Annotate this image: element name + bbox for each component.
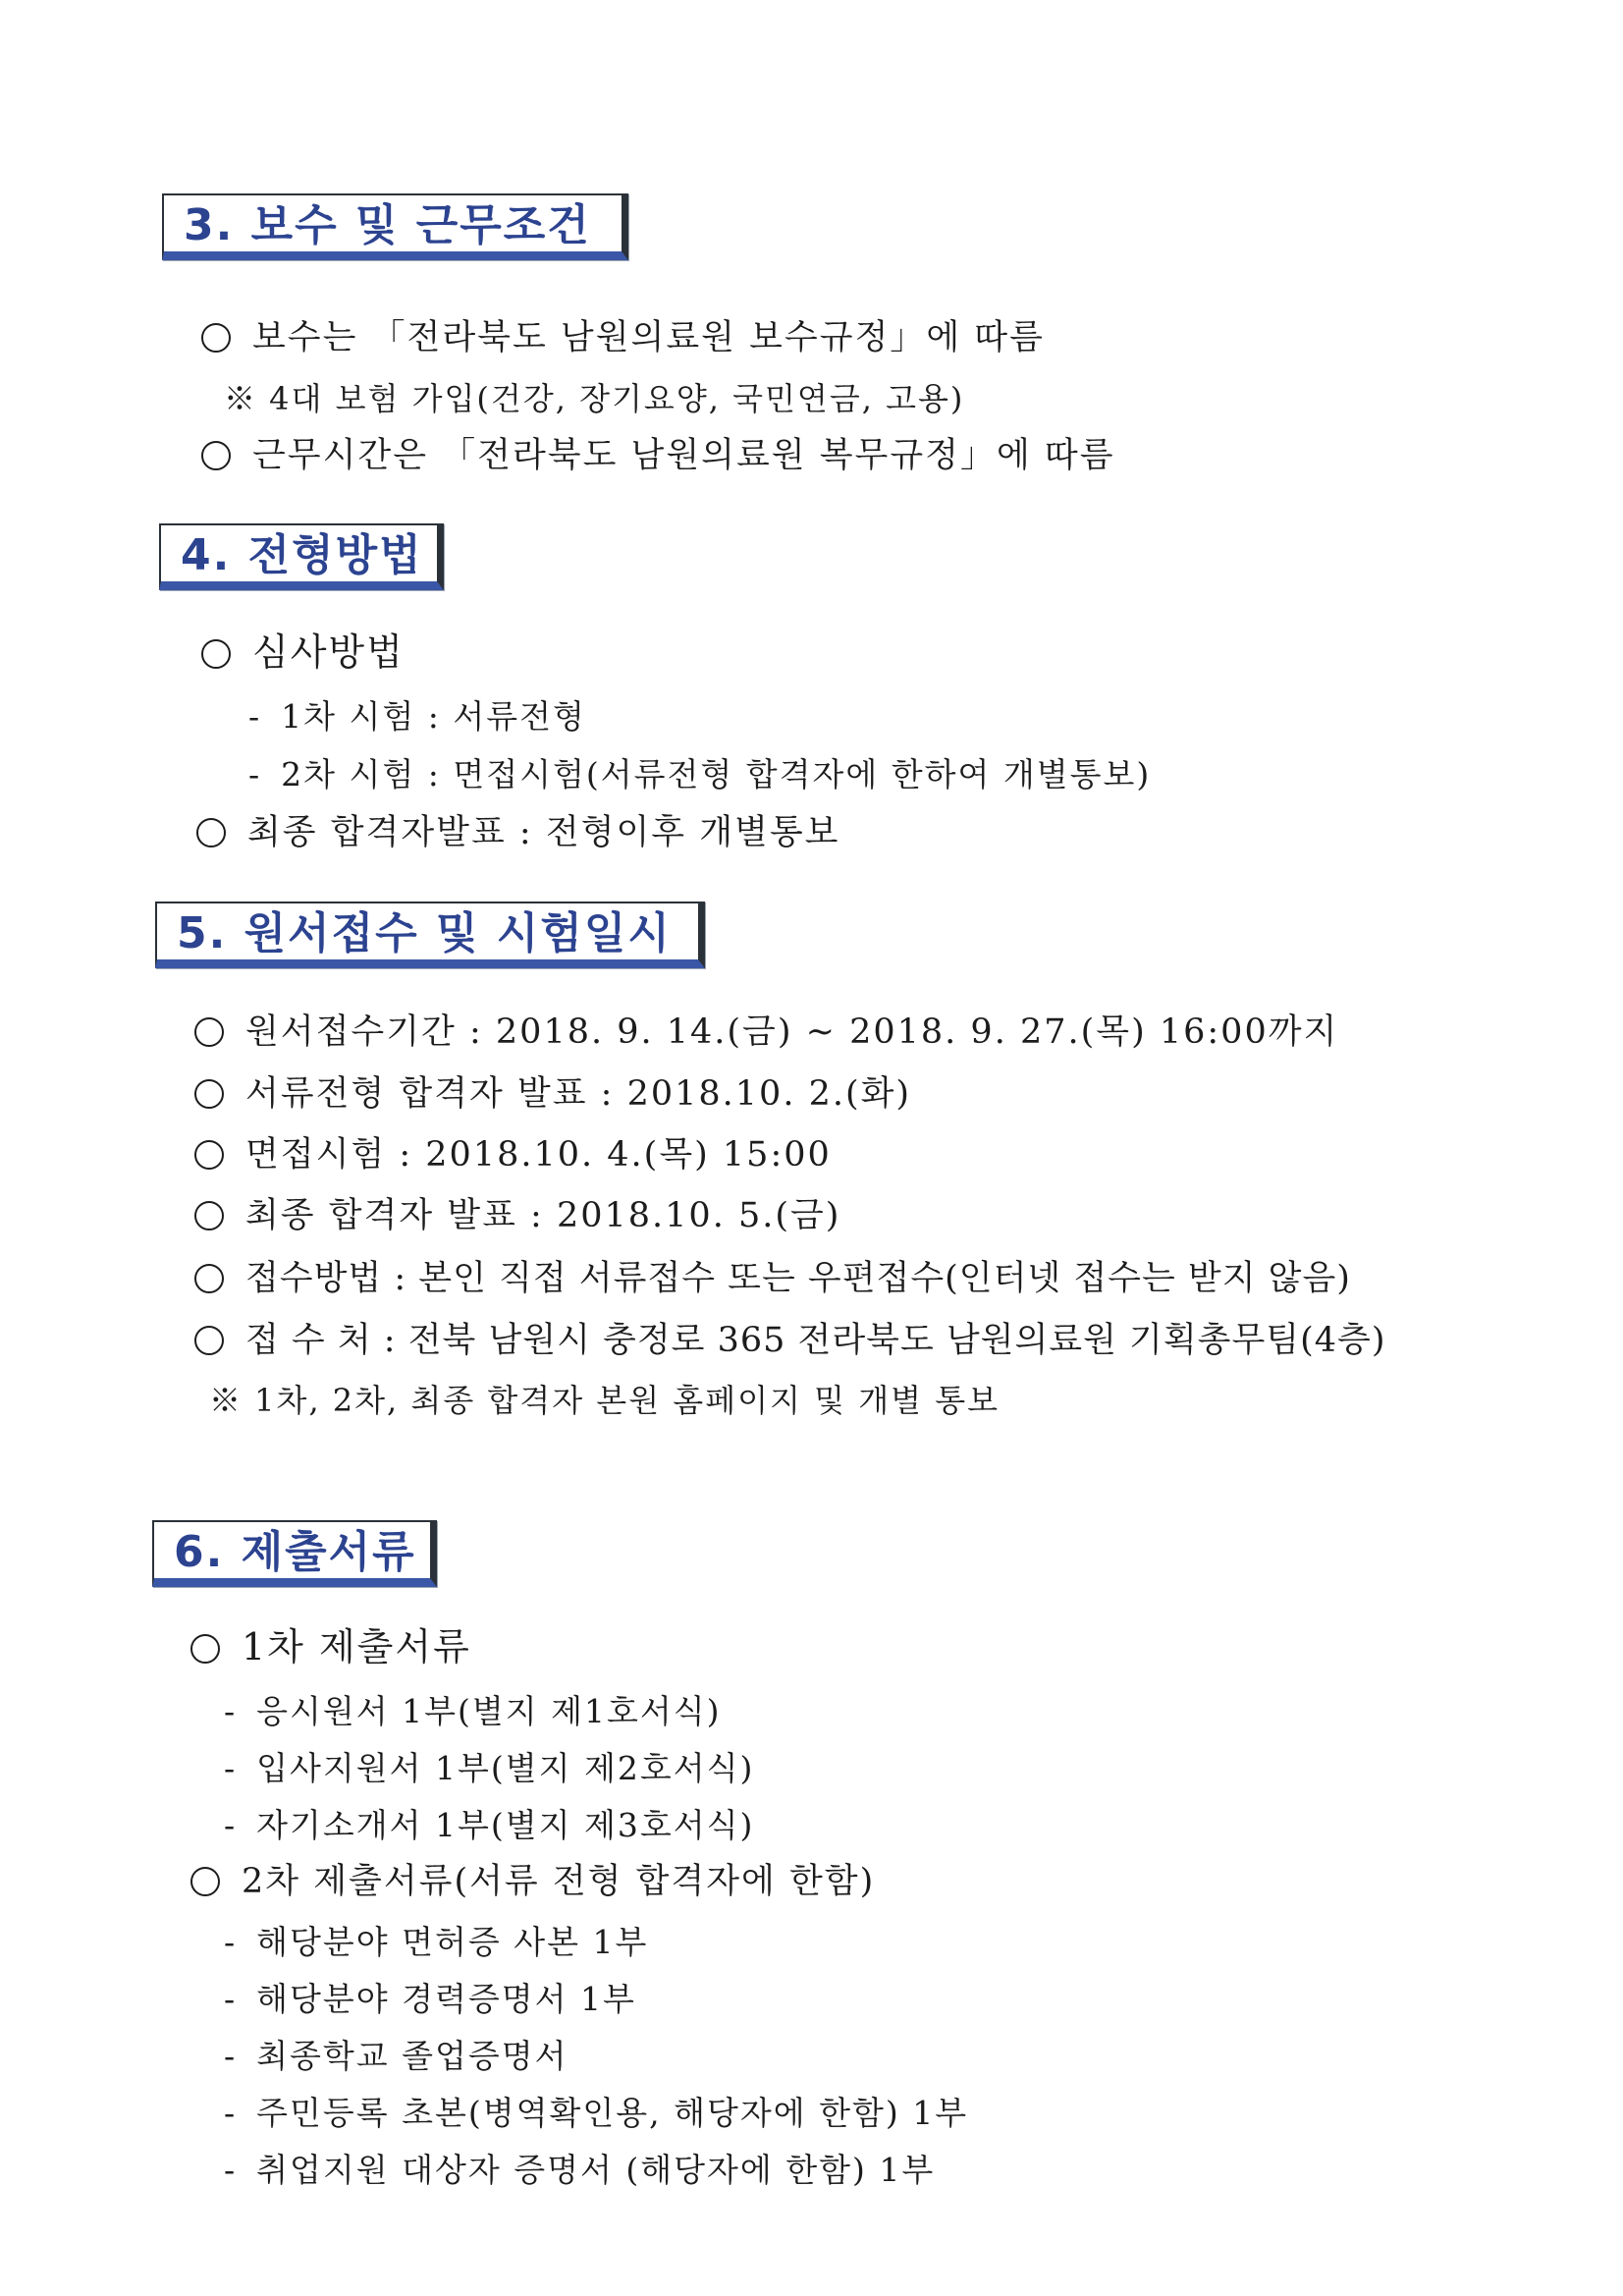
- sub-item: - 1차 시험 : 서류전형: [248, 697, 586, 736]
- section-header-6: [152, 1520, 437, 1587]
- dash-marker: -: [224, 1749, 238, 1787]
- section-header-4: [159, 523, 444, 590]
- section-title: 4. 전형방법: [181, 530, 423, 580]
- dash-marker: -: [224, 1980, 238, 2018]
- dash-marker: -: [224, 2037, 238, 2075]
- circle-bullet-icon: [201, 323, 231, 353]
- circle-bullet-icon: [196, 818, 226, 847]
- bullet-item: 최종 합격자 발표 : 2018.10. 5.(금): [194, 1195, 840, 1236]
- dash-marker: -: [248, 697, 262, 736]
- circle-bullet-icon: [201, 639, 231, 669]
- sub-item: - 해당분야 면허증 사본 1부: [224, 1923, 649, 1961]
- circle-bullet-icon: [194, 1264, 224, 1293]
- note-item: ※ 1차, 2차, 최종 합격자 본원 홈페이지 및 개별 통보: [209, 1382, 1001, 1419]
- sub-item: - 최종학교 졸업증명서: [224, 2037, 568, 2075]
- bullet-item: 심사방법: [201, 631, 405, 675]
- bullet-item: 최종 합격자발표 : 전형이후 개별통보: [196, 812, 839, 853]
- dash-marker: -: [224, 1923, 238, 1961]
- section-title: 6. 제출서류: [174, 1527, 416, 1577]
- section-title: 3. 보수 및 근무조건: [184, 200, 591, 250]
- section-header-5: [155, 902, 705, 968]
- circle-bullet-icon: [190, 1634, 220, 1664]
- section-title: 5. 원서접수 및 시험일시: [177, 908, 672, 958]
- circle-bullet-icon: [194, 1201, 224, 1230]
- note-item: ※ 4대 보험 가입(건강, 장기요양, 국민연금, 고용): [224, 380, 965, 417]
- sub-item: - 응시원서 1부(별지 제1호서식): [224, 1692, 722, 1730]
- dash-marker: -: [224, 1806, 238, 1844]
- bullet-item: 원서접수기간 : 2018. 9. 14.(금) ~ 2018. 9. 27.(목) 16:00까지: [194, 1011, 1338, 1053]
- sub-item: - 취업지원 대상자 증명서 (해당자에 한함) 1부: [224, 2151, 936, 2189]
- dash-marker: -: [224, 1692, 238, 1730]
- circle-bullet-icon: [201, 441, 231, 470]
- circle-bullet-icon: [194, 1079, 224, 1109]
- bullet-item: 접 수 처 : 전북 남원시 충정로 365 전라북도 남원의료원 기획총무팀(4층): [194, 1320, 1386, 1361]
- dash-marker: -: [248, 755, 262, 793]
- sub-item: - 주민등록 초본(병역확인용, 해당자에 한함) 1부: [224, 2094, 969, 2132]
- sub-item: - 2차 시험 : 면접시험(서류전형 합격자에 한하여 개별통보): [248, 755, 1152, 793]
- circle-bullet-icon: [194, 1326, 224, 1355]
- bullet-item: 2차 제출서류(서류 전형 합격자에 한함): [190, 1861, 875, 1902]
- bullet-item: 보수는 「전라북도 남원의료원 보수규정」에 따름: [201, 317, 1045, 358]
- dash-marker: -: [224, 2151, 238, 2189]
- circle-bullet-icon: [190, 1867, 220, 1896]
- bullet-item: 면접시험 : 2018.10. 4.(목) 15:00: [194, 1134, 832, 1175]
- sub-item: - 자기소개서 1부(별지 제3호서식): [224, 1806, 755, 1844]
- sub-item: - 입사지원서 1부(별지 제2호서식): [224, 1749, 755, 1787]
- sub-item: - 해당분야 경력증명서 1부: [224, 1980, 636, 2018]
- bullet-item: 접수방법 : 본인 직접 서류접수 또는 우편접수(인터넷 접수는 받지 않음): [194, 1258, 1351, 1299]
- circle-bullet-icon: [194, 1140, 224, 1170]
- dash-marker: -: [224, 2094, 238, 2132]
- bullet-item: 1차 제출서류: [190, 1626, 471, 1669]
- bullet-item: 서류전형 합격자 발표 : 2018.10. 2.(화): [194, 1073, 911, 1115]
- section-header-3: [162, 193, 628, 260]
- bullet-item: 근무시간은 「전라북도 남원의료원 복무규정」에 따름: [201, 435, 1115, 476]
- circle-bullet-icon: [194, 1017, 224, 1047]
